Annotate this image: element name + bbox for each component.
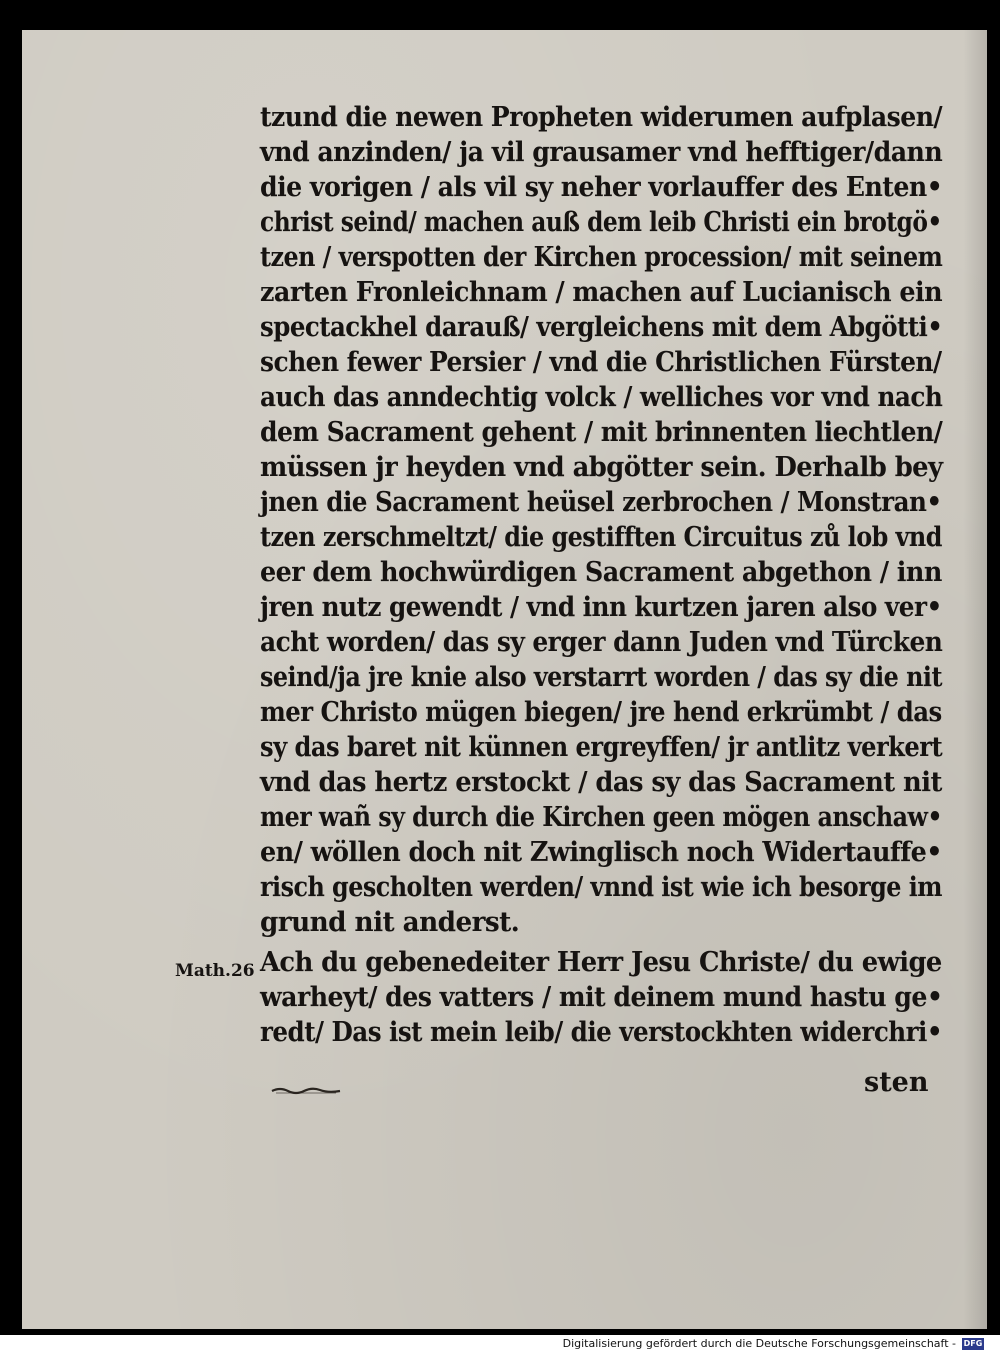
text-line: schen fewer Persier / vnd die Christlichen Fürsten/	[260, 347, 942, 378]
catchword: sten	[864, 1067, 929, 1098]
text-line: auch das anndechtig volck / welliches vor vnd nach	[260, 382, 943, 413]
text-line: dem Sacrament gehent / mit brinnenten liechtlen/	[260, 417, 943, 448]
text-line: risch gescholten werden/ vnnd ist wie ich besorge im	[260, 872, 942, 903]
text-line: vnd das hertz erstockt / das sy das Sacrament nit	[260, 767, 942, 798]
text-line: tzen / verspotten der Kirchen procession/ mit seinem	[260, 242, 943, 273]
text-line: mer Christo mügen biegen/ jre hend erkrümbt / das	[260, 697, 942, 728]
text-line: seind/ja jre knie also verstarrt worden / das sy die nit	[260, 662, 942, 693]
text-line: mer wañ sy durch die Kirchen geen mögen anschaw•	[260, 802, 943, 833]
text-line: warheyt/ des vatters / mit deinem mund hastu ge•	[260, 982, 943, 1013]
text-line: Ach du gebenedeiter Herr Jesu Christe/ du ewige	[260, 947, 942, 978]
text-line: zarten Fronleichnam / machen auf Lucianisch ein	[260, 277, 943, 308]
marginal-note: Math.26	[175, 961, 255, 981]
text-line: acht worden/ das sy erger dann Juden vnd Türcken	[260, 627, 943, 658]
binding-shadow	[963, 30, 987, 1329]
text-line: en/ wöllen doch nit Zwinglisch noch Widertauffe•	[260, 837, 943, 868]
signature-mark	[270, 1085, 342, 1095]
text-line: tzen zerschmeltzt/ die gestifften Circuitus zů lob vnd	[260, 522, 942, 553]
text-line: müssen jr heyden vnd abgötter sein. Derhalb bey	[260, 452, 943, 483]
text-line: sy das baret nit künnen ergreyffen/ jr antlitz verkert	[260, 732, 943, 763]
text-line: jren nutz gewendt / vnd inn kurtzen jaren also ver•	[260, 592, 942, 623]
text-line: christ seind/ machen auß dem leib Christi ein brotgö•	[260, 207, 942, 238]
text-line: spectackhel darauß/ vergleichens mit dem Abgötti•	[260, 312, 943, 343]
dfg-logo: DFG	[963, 1339, 983, 1348]
book-page	[22, 30, 987, 1329]
text-line: grund nit anderst.	[260, 907, 520, 938]
text-line: jnen die Sacrament heüsel zerbrochen / Monstran•	[260, 487, 942, 518]
text-line: vnd anzinden/ ja vil grausamer vnd hefftiger/dann	[260, 137, 943, 168]
text-line: eer dem hochwürdigen Sacrament abgethon / inn	[260, 557, 942, 588]
digitization-credit: Digitalisierung gefördert durch die Deutsche Forschungsgemeinschaft -	[562, 1337, 956, 1350]
text-line: tzund die newen Propheten widerumen aufplasen/	[260, 102, 943, 133]
text-line: redt/ Das ist mein leib/ die verstockhten widerchri•	[260, 1017, 943, 1048]
text-line: die vorigen / als vil sy neher vorlauffer des Enten•	[260, 172, 943, 203]
